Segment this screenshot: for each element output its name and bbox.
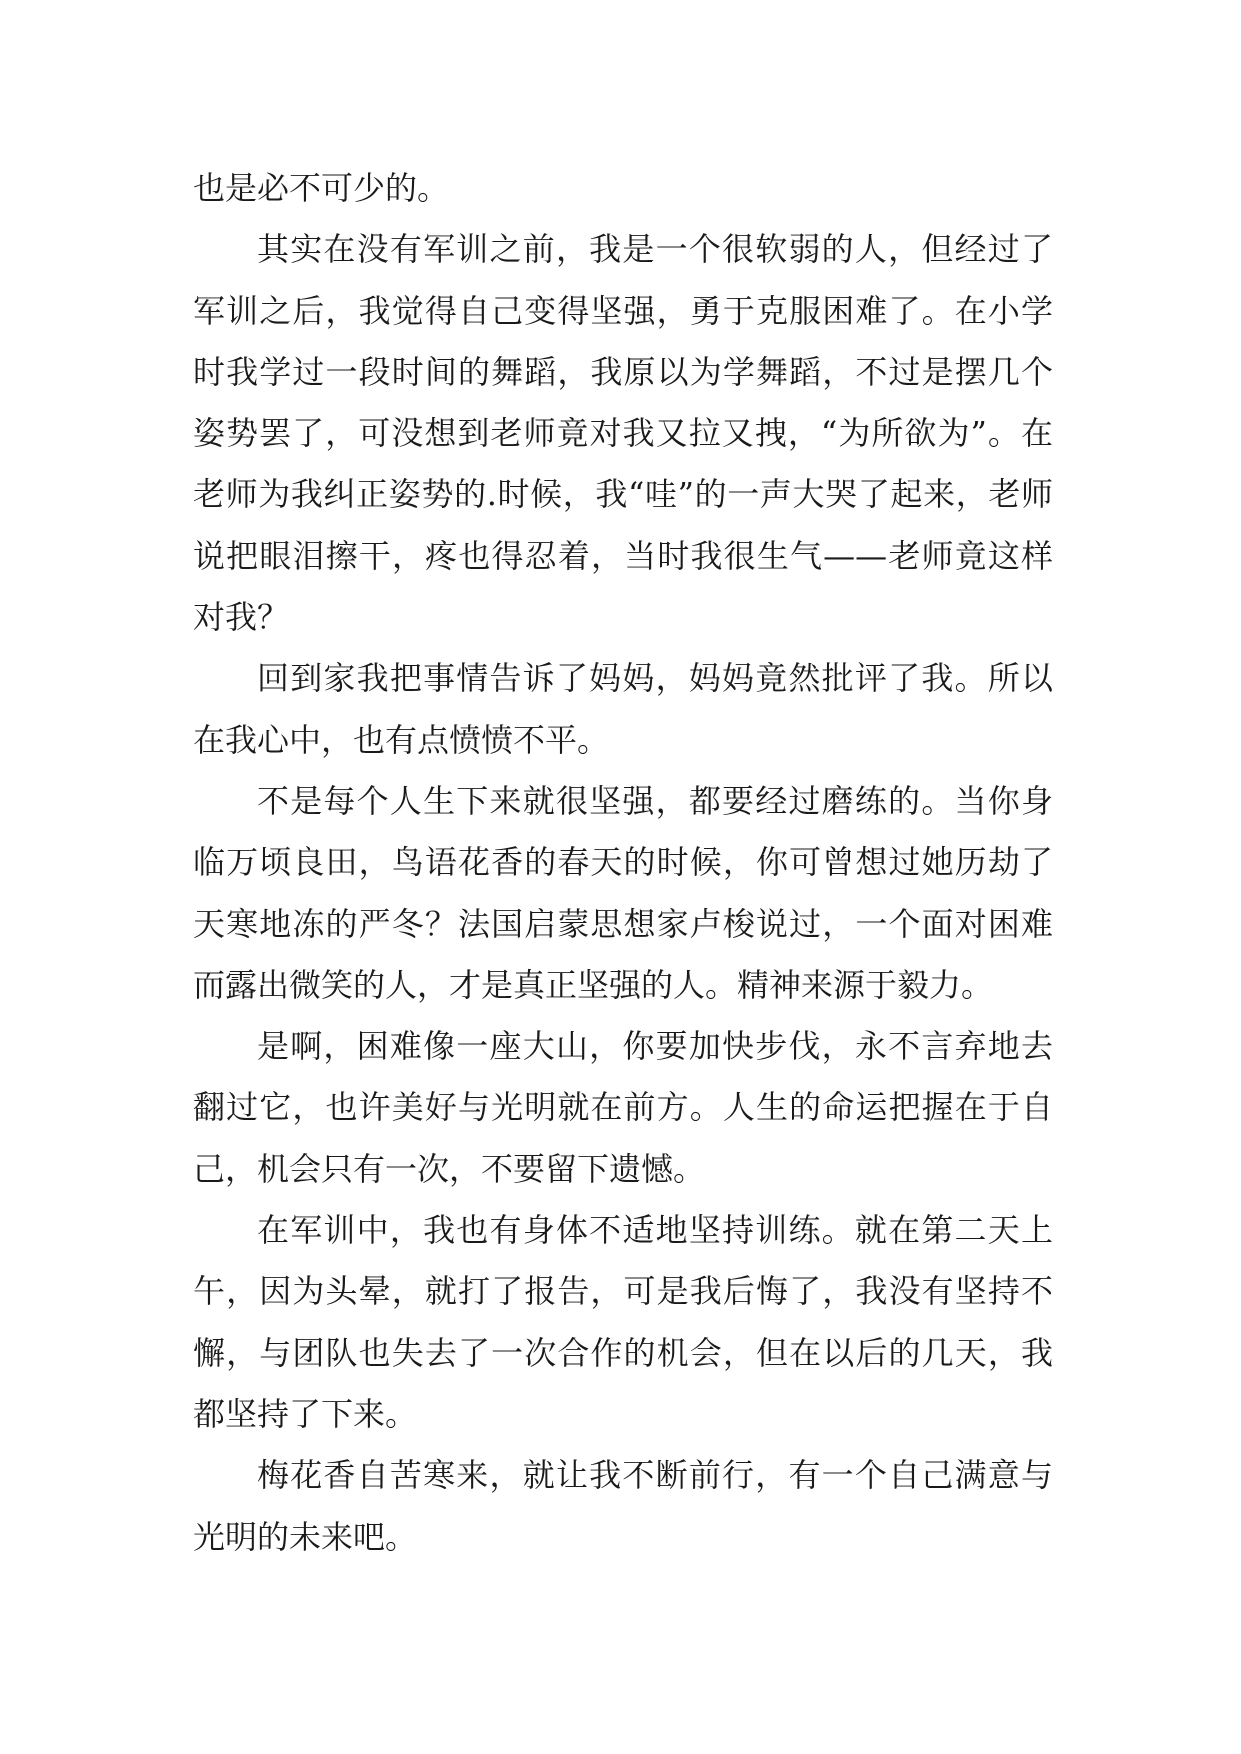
paragraph: 梅花香自苦寒来，就让我不断前行，有一个自己满意与光明的未来吧。 xyxy=(193,1456,1053,1556)
paragraph: 回到家我把事情告诉了妈妈，妈妈竟然批评了我。所以在我心中，也有点愤愤不平。 xyxy=(193,659,1053,759)
paragraph: 不是每个人生下来就很坚强，都要经过磨练的。当你身临万顷良田，鸟语花香的春天的时候，你可曾想过她历劫了天寒地冻的严冬？法国启蒙思想家卢梭说过，一个面对困难而露出微笑的人，才是真正坚强的人。精神来源于毅力。 xyxy=(193,781,1053,1004)
document-body xyxy=(193,158,1053,1568)
paragraph-continuation: 也是必不可少的。 xyxy=(193,169,450,207)
paragraph: 其实在没有军训之前，我是一个很软弱的人，但经过了军训之后，我觉得自己变得坚强，勇于克服困难了。在小学时我学过一段时间的舞蹈，我原以为学舞蹈，不过是摆几个姿势罢了，可没想到老师竟对我又拉又拽，“为所欲为”。在老师为我纠正姿势的.时候，我“哇”的一声大哭了起来，老师说把眼泪擦干，疼也得忍着，当时我很生气——老师竟这样对我？ xyxy=(193,230,1053,637)
paragraph: 是啊，困难像一座大山，你要加快步伐，永不言弃地去翻过它，也许美好与光明就在前方。人生的命运把握在于自己，机会只有一次，不要留下遗憾。 xyxy=(193,1027,1053,1188)
paragraph: 在军训中，我也有身体不适地坚持训练。就在第二天上午，因为头晕，就打了报告，可是我后悔了，我没有坚持不懈，与团队也失去了一次合作的机会，但在以后的几天，我都坚持了下来。 xyxy=(193,1211,1053,1433)
